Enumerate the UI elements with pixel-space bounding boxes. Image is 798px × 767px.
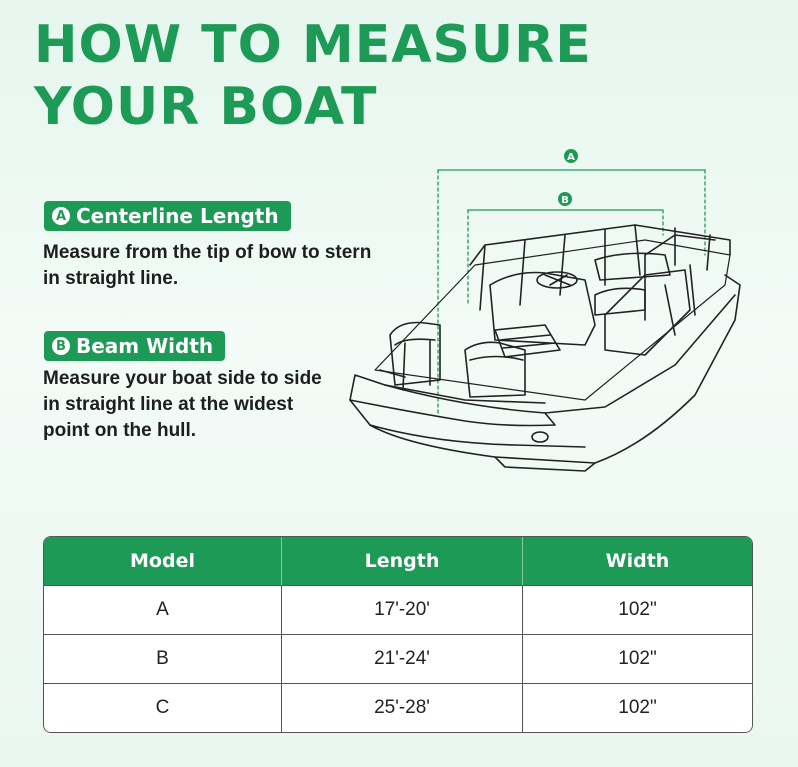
model-cell: B	[44, 634, 282, 683]
marker-a-label	[564, 149, 578, 163]
length-cell: 21'-24'	[282, 634, 523, 683]
centerline-length-badge	[44, 201, 291, 231]
marker-b-text: B	[561, 195, 569, 206]
beam-width-badge	[44, 331, 225, 361]
marker-a-icon: A	[52, 207, 70, 225]
column-header-model: Model	[44, 537, 282, 585]
table-row	[44, 585, 752, 634]
pontoon-boat-diagram	[345, 145, 765, 475]
length-cell: 17'-20'	[282, 585, 523, 634]
marker-a-text: A	[567, 152, 575, 163]
column-header-length: Length	[282, 537, 523, 585]
column-header-width: Width	[523, 537, 752, 585]
marker-b-icon: B	[52, 337, 70, 355]
width-cell: 102"	[523, 683, 752, 732]
table-row	[44, 683, 752, 732]
model-cell: C	[44, 683, 282, 732]
width-cell: 102"	[523, 634, 752, 683]
centerline-length-description: Measure from the tip of bow to stern in straight line.	[43, 242, 372, 289]
beam-width-heading: Beam Width	[76, 334, 214, 358]
page-title: HOW TO MEASURE YOUR BOAT	[34, 15, 592, 137]
beam-width-description: Measure your boat side to side in straight line at the widest point on the hull.	[43, 368, 322, 441]
width-cell: 102"	[523, 585, 752, 634]
measurement-lines	[438, 170, 705, 415]
table-header-row	[44, 537, 752, 585]
marker-b-label	[558, 192, 572, 206]
length-cell: 25'-28'	[282, 683, 523, 732]
centerline-length-heading: Centerline Length	[76, 204, 279, 228]
model-cell: A	[44, 585, 282, 634]
model-size-table	[43, 536, 753, 733]
table-row	[44, 634, 752, 683]
